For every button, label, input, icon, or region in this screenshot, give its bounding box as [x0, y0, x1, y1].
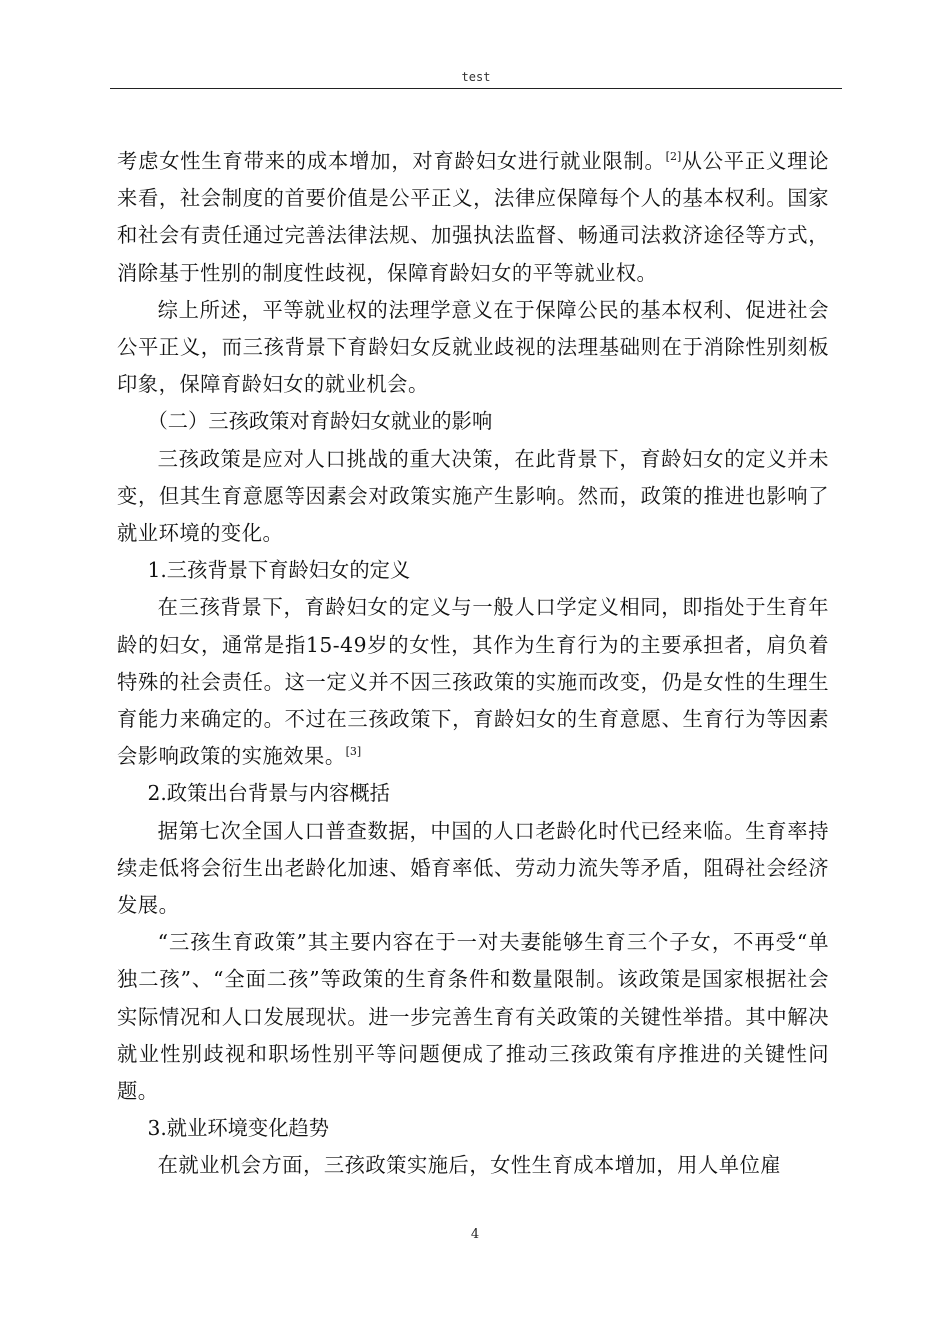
paragraph-text: 考虑女性生育带来的成本增加，对育龄妇女进行就业限制。: [117, 149, 666, 173]
paragraph-policy-intro: 三孩政策是应对人口挑战的重大决策，在此背景下，育龄妇女的定义并未变，但其生育意愿等因素会对政策实施产生影响。然而，政策的推进也影响了就业环境的变化。: [117, 446, 829, 546]
page-footer: [0, 1227, 950, 1242]
paragraph-definition: [117, 589, 829, 775]
paragraph-census: 据第七次全国人口普查数据，中国的人口老龄化时代已经来临。生育率持续走低将会衍生出老龄化加速、婚育率低、劳动力流失等矛盾，阻碍社会经济发展。: [117, 818, 829, 918]
section-heading: （二）三孩政策对育龄妇女就业的影响: [147, 409, 493, 434]
page-header: [110, 66, 842, 89]
citation-ref: [2]: [665, 150, 682, 164]
paragraph-text: 在三孩背景下，育龄妇女的定义与一般人口学定义相同，即指处于生育年龄的妇女，通常是指15-49岁的女性，其作为生育行为的主要承担者，肩负着特殊的社会责任。这一定义并不因三孩政策的实施而改变，仍是女性的生理生育能力来确定的。不过在三孩政策下，育龄妇女的生育意愿、生育行为等因素会影响政策的实施效果。: [117, 595, 829, 769]
subsection-heading-1: 1.三孩背景下育龄妇女的定义: [147, 558, 411, 583]
page-number: 4: [470, 1227, 480, 1242]
subsection-heading-2: 2.政策出台背景与内容概括: [147, 781, 390, 806]
header-title: test: [461, 70, 491, 84]
subsection-heading-3: 3.就业环境变化趋势: [147, 1116, 330, 1141]
paragraph-text: 从公平正义理论来看，社会制度的首要价值是公平正义，法律应保障每个人的基本权利。国家和社会有责任通过完善法律法规、加强执法监督、畅通司法救济途径等方式，消除基于性别的制度性歧视，保障育龄妇女的平等就业权。: [117, 149, 829, 285]
citation-ref: [3]: [345, 745, 362, 759]
paragraph-fairness-theory: [117, 143, 829, 292]
paragraph-summary: 综上所述，平等就业权的法理学意义在于保障公民的基本权利、促进社会公平正义，而三孩背景下育龄妇女反就业歧视的法理基础则在于消除性别刻板印象，保障育龄妇女的就业机会。: [117, 297, 829, 397]
paragraph-policy-content: “三孩生育政策”其主要内容在于一对夫妻能够生育三个子女，不再受“单独二孩”、“全面二孩”等政策的生育条件和数量限制。该政策是国家根据社会实际情况和人口发展现状。进一步完善生育有关政策的关键性举措。其中解决就业性别歧视和职场性别平等问题便成了推动三孩政策有序推进的关键性问题。: [117, 930, 829, 1104]
document-body: [117, 143, 829, 1185]
paragraph-employment: 在就业机会方面，三孩政策实施后，女性生育成本增加，用人单位雇: [157, 1153, 782, 1178]
